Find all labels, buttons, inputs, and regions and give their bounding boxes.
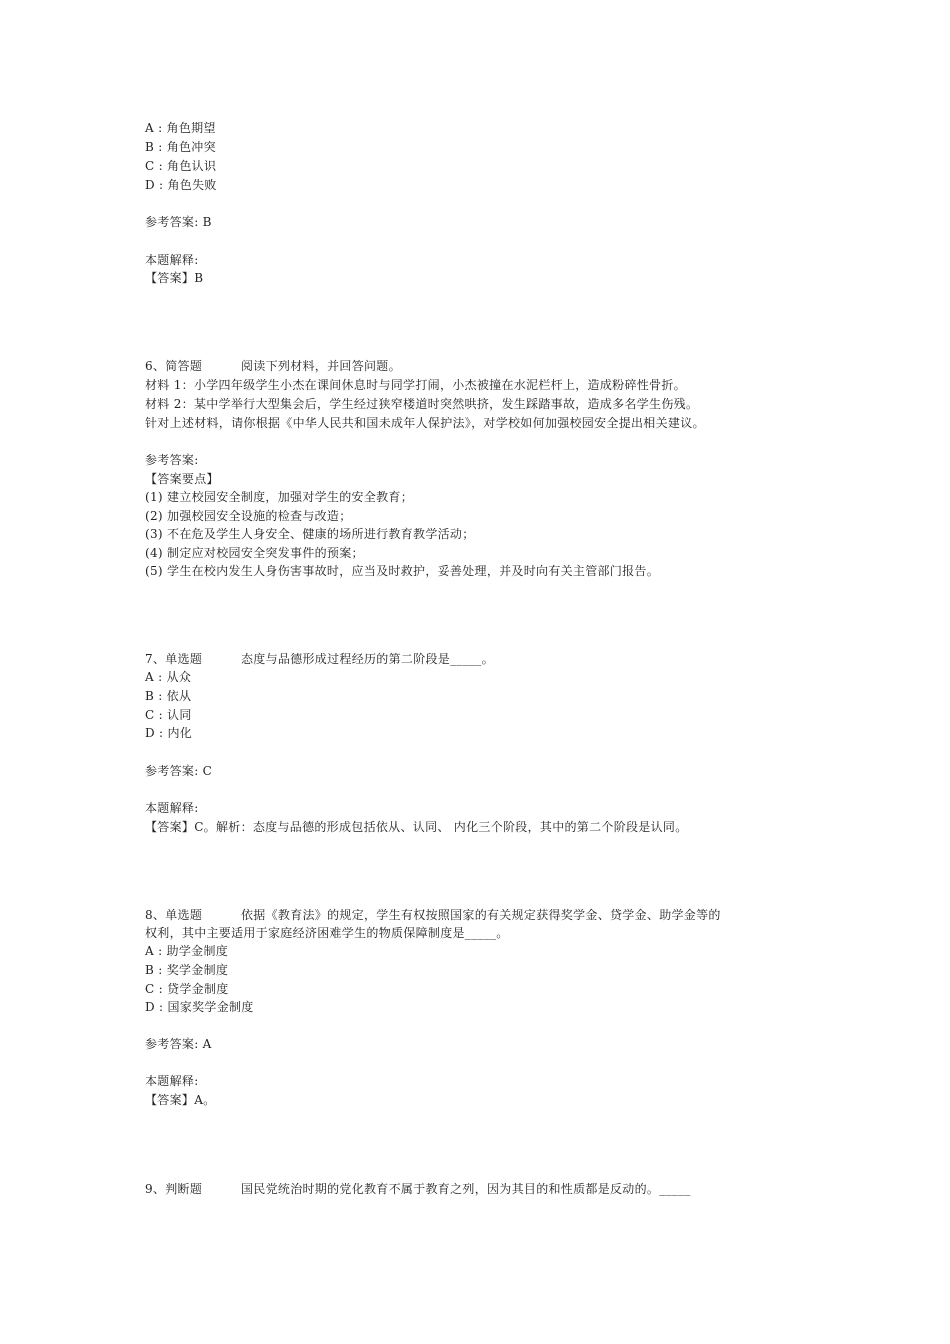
q5-explain-label: 本题解释:	[145, 253, 199, 267]
q7-explain: 【答案】C。解析：态度与品德的形成包括依从、认同、 内化三个阶段，其中的第二个阶段是认同。	[145, 820, 688, 834]
q6-points-title: 【答案要点】	[145, 472, 219, 486]
q5-answer: 参考答案: B	[145, 215, 212, 229]
q6-type: 6、简答题	[145, 359, 203, 373]
q6-material-2: 材料 2：某中学举行大型集会后，学生经过狭窄楼道时突然哄挤，发生踩踏事故，造成多名学生伤残。	[145, 397, 699, 411]
q6-point-3: (3) 不在危及学生人身安全、健康的场所进行教育教学活动；	[145, 527, 475, 541]
q9-header	[145, 1180, 691, 1198]
q6-point-5: (5) 学生在校内发生人身伤害事故时，应当及时救护，妥善处理，并及时向有关主管部门报告。	[145, 564, 660, 578]
q8-option-b: B : 奖学金制度	[145, 963, 229, 977]
q8-header	[145, 906, 721, 924]
q9-stem: 国民党统治时期的党化教育不属于教育之列，因为其目的和性质都是反动的。_____	[241, 1182, 691, 1196]
q7-option-c: C : 认同	[145, 708, 192, 722]
q6-point-2: (2) 加强校园安全设施的检查与改造；	[145, 509, 352, 523]
q7-answer: 参考答案: C	[145, 764, 213, 778]
q7-option-d: D : 内化	[145, 726, 193, 740]
q5-option-d: D : 角色失败	[145, 178, 217, 192]
q8-type: 8、单选题	[145, 908, 203, 922]
q8-stem-line1: 依据《教育法》的规定，学生有权按照国家的有关规定获得奖学金、贷学金、助学金等的	[241, 908, 721, 922]
q7-option-b: B : 依从	[145, 689, 192, 703]
q8-explain: 【答案】A。	[145, 1093, 216, 1107]
q8-option-d: D : 国家奖学金制度	[145, 1000, 254, 1014]
q7-stem: 态度与品德形成过程经历的第二阶段是_____。	[241, 652, 494, 666]
q8-stem-line2: 权利，其中主要适用于家庭经济困难学生的物质保障制度是_____。	[145, 926, 509, 940]
q8-option-a: A : 助学金制度	[145, 944, 229, 958]
q6-point-4: (4) 制定应对校园安全突发事件的预案；	[145, 546, 364, 560]
q7-option-a: A : 从众	[145, 670, 192, 684]
q6-header	[145, 357, 401, 375]
q8-answer: 参考答案: A	[145, 1037, 212, 1051]
q6-answer-label: 参考答案:	[145, 453, 199, 467]
q9-type: 9、判断题	[145, 1182, 203, 1196]
q7-explain-label: 本题解释:	[145, 801, 199, 815]
q7-header	[145, 650, 494, 668]
q5-option-c: C : 角色认识	[145, 159, 217, 173]
q6-prompt: 针对上述材料，请你根据《中华人民共和国未成年人保护法》，对学校如何加强校园安全提出相关建议。	[145, 416, 705, 430]
q5-option-b: B : 角色冲突	[145, 140, 216, 154]
q7-type: 7、单选题	[145, 652, 203, 666]
q5-option-a: A : 角色期望	[145, 121, 216, 135]
q8-option-c: C : 贷学金制度	[145, 982, 229, 996]
q6-material-1: 材料 1：小学四年级学生小杰在课间休息时与同学打闹，小杰被撞在水泥栏杆上，造成粉碎性骨折。	[145, 378, 686, 392]
q5-explain: 【答案】B	[145, 271, 204, 285]
q6-stem: 阅读下列材料，并回答问题。	[241, 359, 401, 373]
q6-point-1: (1) 建立校园安全制度，加强对学生的安全教育；	[145, 490, 414, 504]
q8-explain-label: 本题解释:	[145, 1074, 199, 1088]
